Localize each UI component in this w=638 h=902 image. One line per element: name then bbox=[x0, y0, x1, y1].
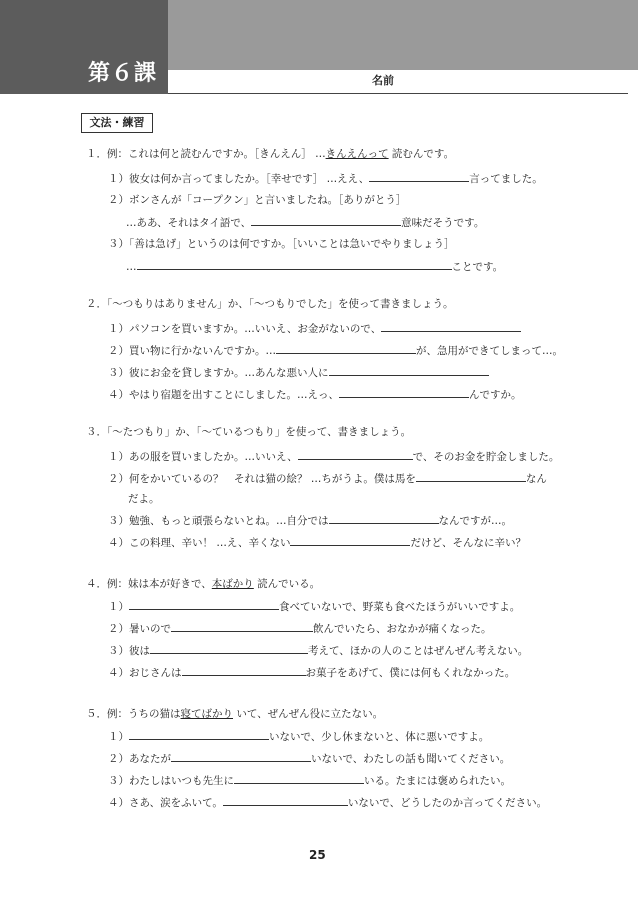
q2-heading: ２．「～つもりはありません」か、「～つもりでした」を使って書きましょう。 bbox=[86, 298, 454, 310]
q5-i2-end: いないで、わたしの話も聞いてください。 bbox=[311, 753, 511, 765]
q1-ex-text: 例：これは何と読むんですか。［きんえん］ … bbox=[107, 148, 326, 160]
q3-i3-end: なんですが…。 bbox=[438, 515, 512, 527]
q2-i3-text: ３）彼にお金を貸しますか。…あんな悪い人に bbox=[108, 367, 329, 379]
q2-item-2 bbox=[108, 342, 563, 358]
q1-item-2: ２）ボンさんが「コープクン」と言いましたね。［ありがとう］ bbox=[108, 194, 407, 206]
q1-item-2b bbox=[126, 214, 484, 230]
q4-ex-text: 例：妹は本が好きで、 bbox=[107, 578, 212, 590]
q3-i2-end: なん bbox=[525, 473, 547, 485]
blank[interactable] bbox=[290, 534, 410, 546]
blank[interactable] bbox=[329, 364, 489, 376]
blank[interactable] bbox=[369, 170, 469, 182]
q3-i1-text: １）あの服を買いましたか。…いいえ、 bbox=[108, 451, 298, 463]
blank[interactable] bbox=[137, 258, 452, 270]
q3-i1-end: で、そのお金を貯金しました。 bbox=[412, 451, 560, 463]
q1-item-3: ３）「善は急げ」というのは何ですか。［いいことは急いでやりましょう］ bbox=[108, 238, 455, 250]
name-line bbox=[168, 93, 628, 94]
q3-i4-text: ４）この料理、辛い！ …え、辛くない bbox=[108, 537, 291, 549]
q3-i2-text: ２）何をかいているの？ それは猫の絵？ …ちがうよ。僕は馬を bbox=[108, 473, 416, 485]
name-strip bbox=[168, 70, 638, 94]
q5-example bbox=[86, 706, 383, 721]
q5-i3-end: いる。たまには褒められたい。 bbox=[364, 775, 511, 787]
q1-item-1 bbox=[108, 170, 543, 186]
q5-ex-answer: 寝てばかり bbox=[180, 708, 233, 720]
q2-item-3 bbox=[108, 364, 489, 380]
q5-item-2 bbox=[108, 750, 510, 766]
blank[interactable] bbox=[150, 642, 308, 654]
page-number: 25 bbox=[309, 848, 326, 862]
blank[interactable] bbox=[329, 512, 439, 524]
q1-i1-end: 言ってました。 bbox=[469, 173, 543, 185]
q3-item-3 bbox=[108, 512, 512, 528]
blank[interactable] bbox=[381, 320, 521, 332]
q5-item-3 bbox=[108, 772, 511, 788]
q4-i3-text: ３）彼は bbox=[108, 645, 150, 657]
q5-i1-text: １） bbox=[108, 731, 129, 743]
q3-item-2 bbox=[108, 470, 547, 486]
q2-item-1 bbox=[108, 320, 521, 336]
q5-i3-text: ３）わたしはいつも先生に bbox=[108, 775, 234, 787]
q4-i3-end: 考えて、ほかの人のことはぜんぜん考えない。 bbox=[308, 645, 529, 657]
q3-item-2b: だよ。 bbox=[128, 493, 160, 505]
q4-item-4 bbox=[108, 664, 515, 680]
blank[interactable] bbox=[171, 620, 313, 632]
q4-ex-end: 読んでいる。 bbox=[253, 578, 321, 590]
q2-i2-text: ２）買い物に行かないんですか。… bbox=[108, 345, 276, 357]
q4-example bbox=[86, 576, 320, 591]
q2-i1-text: １）パソコンを買いますか。…いいえ、お金がないので、 bbox=[108, 323, 382, 335]
lesson-title: 第６課 bbox=[88, 61, 158, 86]
q1-number: １． bbox=[86, 148, 107, 160]
blank[interactable] bbox=[339, 386, 469, 398]
q4-i2-text: ２）暑いので bbox=[108, 623, 171, 635]
q3-i3-text: ３）勉強、もっと頑張らないとね。…自分では bbox=[108, 515, 329, 527]
q3-heading: ３．「～たつもり」か、「～ているつもり」を使って、書きましょう。 bbox=[86, 426, 412, 438]
q5-i4-end: いないで、どうしたのか言ってください。 bbox=[347, 797, 548, 809]
q1-i2b-end: 意味だそうです。 bbox=[401, 217, 485, 229]
blank[interactable] bbox=[171, 750, 311, 762]
q5-ex-end: いて、ぜんぜん役に立たない。 bbox=[233, 708, 384, 720]
q1-item-3b bbox=[126, 258, 503, 274]
q4-item-1 bbox=[108, 598, 520, 614]
q3-item-4 bbox=[108, 534, 526, 550]
q5-item-4 bbox=[108, 794, 547, 810]
q4-i1-end: 食べていないで、野菜も食べたほうがいいですよ。 bbox=[279, 601, 521, 613]
blank[interactable] bbox=[416, 470, 526, 482]
q1-i2b-text: …ああ、それはタイ語で、 bbox=[126, 217, 252, 229]
q4-i4-end: お菓子をあげて、僕には何もくれなかった。 bbox=[305, 667, 516, 679]
q5-i2-text: ２）あなたが bbox=[108, 753, 171, 765]
name-label: 名前 bbox=[372, 74, 394, 87]
blank[interactable] bbox=[129, 728, 269, 740]
q4-i4-text: ４）おじさんは bbox=[108, 667, 182, 679]
q3-i4-end: だけど、そんなに辛い？ bbox=[410, 537, 526, 549]
q1-i1-text: １）彼女は何か言ってましたか。［幸せです］ …ええ、 bbox=[108, 173, 370, 185]
q4-item-2 bbox=[108, 620, 492, 636]
blank[interactable] bbox=[182, 664, 306, 676]
q2-i4-end: んですか。 bbox=[469, 389, 522, 401]
q1-i3b-text: … bbox=[126, 261, 137, 273]
q4-i1-text: １） bbox=[108, 601, 129, 613]
blank[interactable] bbox=[223, 794, 348, 806]
q1-example bbox=[86, 146, 454, 161]
q3-item-1 bbox=[108, 448, 559, 464]
section-label: 文法・練習 bbox=[81, 113, 153, 133]
q1-ex-answer: きんえんって bbox=[325, 148, 389, 160]
q2-item-4 bbox=[108, 386, 522, 402]
q1-i3b-end: ことです。 bbox=[451, 261, 504, 273]
q4-number: ４． bbox=[86, 578, 107, 590]
q5-number: ５． bbox=[86, 708, 107, 720]
q2-i2-end: が、急用ができてしまって…。 bbox=[416, 345, 563, 357]
blank[interactable] bbox=[234, 772, 364, 784]
q2-i4-text: ４）やはり宿題を出すことにしました。…えっ、 bbox=[108, 389, 339, 401]
blank[interactable] bbox=[276, 342, 416, 354]
q1-ex-end: 読むんです。 bbox=[388, 148, 455, 160]
q4-i2-end: 飲んでいたら、おなかが痛くなった。 bbox=[313, 623, 492, 635]
q5-item-1 bbox=[108, 728, 489, 744]
blank[interactable] bbox=[129, 598, 279, 610]
blank[interactable] bbox=[251, 214, 401, 226]
blank[interactable] bbox=[298, 448, 413, 460]
q5-ex-text: 例：うちの猫は bbox=[107, 708, 181, 720]
q5-i1-end: いないで、少し休まないと、体に悪いですよ。 bbox=[269, 731, 490, 743]
q4-ex-answer: 本ばかり bbox=[211, 578, 254, 590]
q5-i4-text: ４）さあ、涙をふいて。 bbox=[108, 797, 223, 809]
q4-item-3 bbox=[108, 642, 528, 658]
